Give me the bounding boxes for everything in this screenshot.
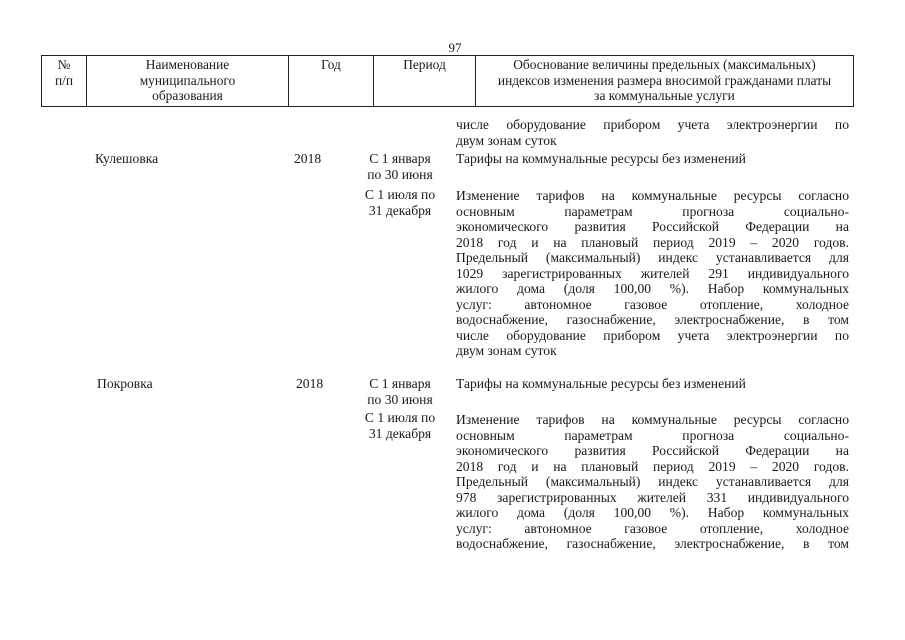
reason-line: услуг: автономное газовое отопление, холодное <box>456 296 849 312</box>
header-number-column <box>42 56 87 107</box>
header-year-column <box>289 56 374 107</box>
continuation-text <box>456 117 849 148</box>
reason-line: Изменение тарифов на коммунальные ресурсы согласно <box>456 188 849 203</box>
entry-reason <box>456 412 849 552</box>
reason-line: Предельный (максимальный) индекс устанавливается для <box>456 474 849 489</box>
page-number: 97 <box>448 40 462 55</box>
reason-line: числе оборудование прибором учета электроэнергии по <box>456 327 849 343</box>
reason-line: 1029 зарегистрированных жителей 291 индивидуального <box>456 265 849 281</box>
entry-tariff-note: Тарифы на коммунальные ресурсы без изменений <box>456 151 746 166</box>
reason-line: двум зонам суток <box>456 343 557 358</box>
period-line: С 1 июля по <box>364 410 436 425</box>
header-name-line: образования <box>152 88 223 103</box>
header-period-column <box>374 56 476 107</box>
reason-line: водоснабжение, газоснабжение, электроснабжение, в том <box>456 312 849 327</box>
reason-line: услуг: автономное газовое отопление, холодное <box>456 520 849 536</box>
reason-line: экономического развития Российской Федерации на <box>456 219 849 234</box>
reason-line: жилого дома (доля 100,00 %). Набор коммунальных <box>456 505 849 520</box>
reason-line: 2018 год и на плановый период 2019 – 2020 годов. <box>456 234 849 250</box>
header-reason-line: Обоснование величины предельных (максимальных) <box>513 57 816 72</box>
reason-line: Изменение тарифов на коммунальные ресурсы согласно <box>456 412 849 427</box>
reason-line: Предельный (максимальный) индекс устанавливается для <box>456 250 849 265</box>
continuation-line: двум зонам суток <box>456 132 557 148</box>
entry-name: Покровка <box>97 376 153 391</box>
reason-line: основным параметрам прогноза социально- <box>456 203 849 219</box>
period-line: по 30 июня <box>367 391 433 407</box>
header-reason-line: за коммунальные услуги <box>594 88 735 103</box>
header-number-line: п/п <box>54 72 74 88</box>
continuation-line: числе оборудование прибором учета электроэнергии по <box>456 117 849 132</box>
reason-line: жилого дома (доля 100,00 %). Набор коммунальных <box>456 281 849 296</box>
header-reason-line: индексов изменения размера вносимой гражданами платы <box>497 72 832 88</box>
reason-line: 2018 год и на плановый период 2019 – 2020 годов. <box>456 458 849 474</box>
reason-line: основным параметрам прогноза социально- <box>456 427 849 443</box>
reason-line: 978 зарегистрированных жителей 331 индивидуального <box>456 489 849 505</box>
entry-period-1 <box>355 376 445 407</box>
header-name-line: Наименование <box>145 57 230 72</box>
reason-line: экономического развития Российской Федерации на <box>456 443 849 458</box>
period-line: С 1 января <box>369 376 431 391</box>
header-reason-column <box>476 56 854 107</box>
entry-reason <box>456 188 849 359</box>
table-header <box>41 55 854 107</box>
period-line: С 1 июля по <box>364 187 436 202</box>
header-period-label: Период <box>403 57 446 72</box>
period-line: 31 декабря <box>368 202 432 218</box>
period-line: по 30 июня <box>367 166 433 182</box>
reason-line: водоснабжение, газоснабжение, электроснабжение, в том <box>456 536 849 551</box>
period-line: С 1 января <box>369 151 431 166</box>
header-name-line: муниципального <box>139 72 236 88</box>
entry-year: 2018 <box>294 151 322 166</box>
header-name-column <box>87 56 289 107</box>
entry-period-2 <box>355 410 445 441</box>
entry-tariff-note: Тарифы на коммунальные ресурсы без изменений <box>456 376 746 391</box>
entry-period-2 <box>355 187 445 218</box>
entry-period-1 <box>355 151 445 182</box>
period-line: 31 декабря <box>368 425 432 441</box>
header-number-line: № <box>57 57 71 72</box>
entry-name: Кулешовка <box>95 151 159 166</box>
header-year-label: Год <box>321 57 341 72</box>
entry-year: 2018 <box>296 376 324 391</box>
